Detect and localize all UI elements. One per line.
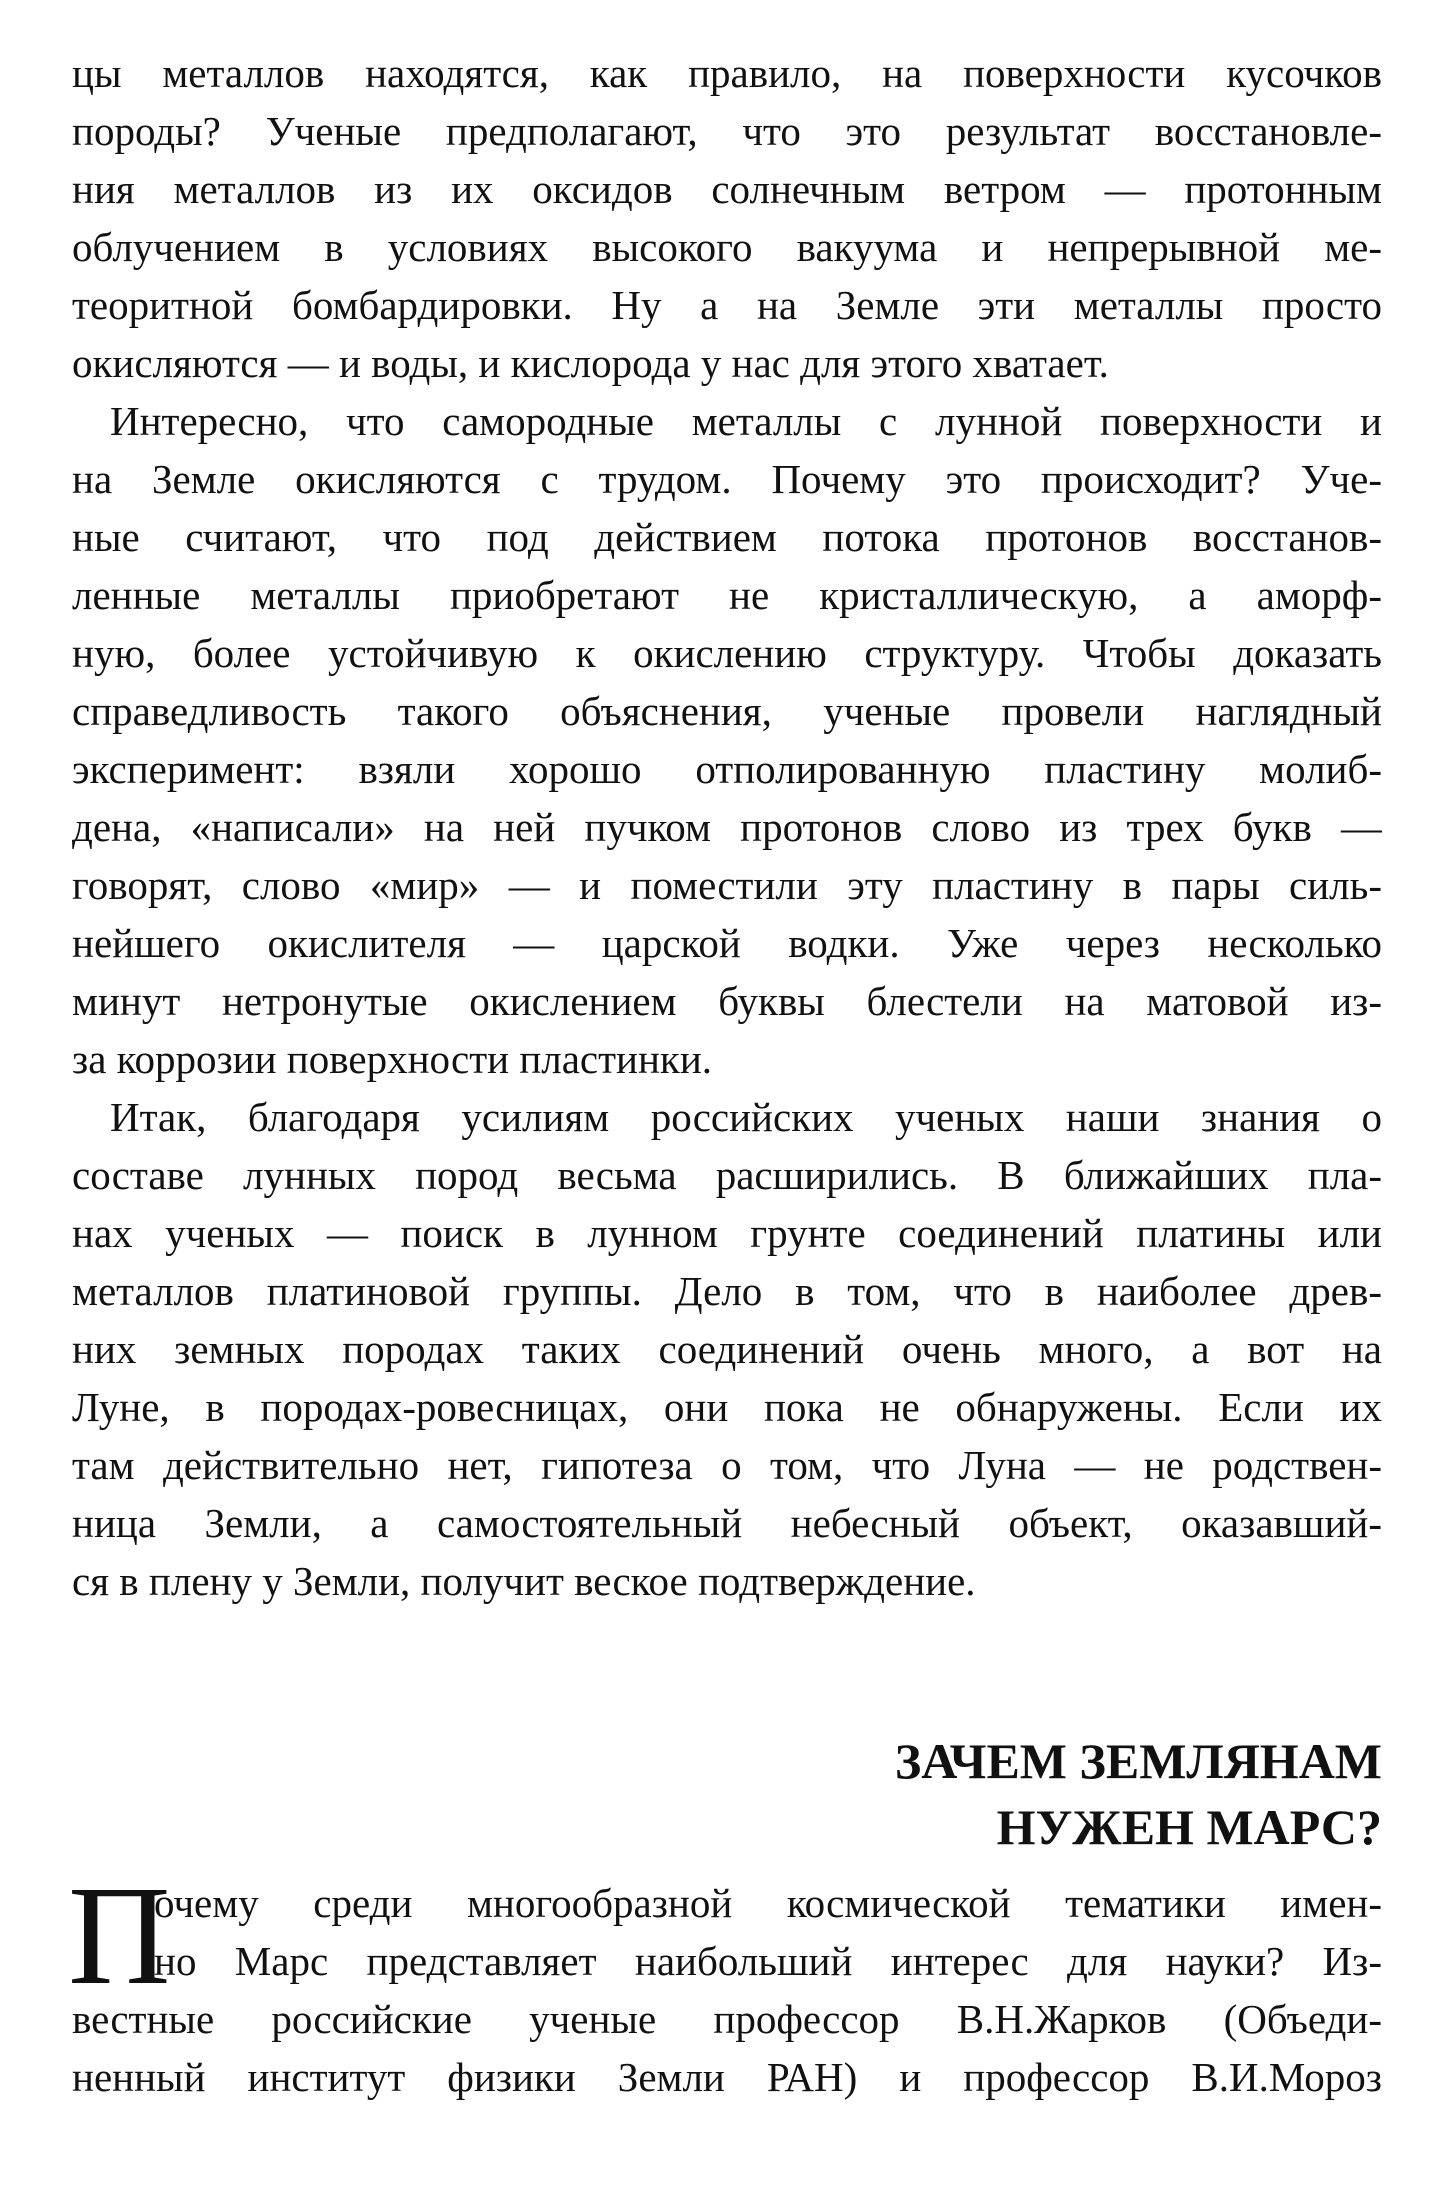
text-line: ные считают, что под действием потока протонов восстанов- xyxy=(72,514,1382,560)
text-line: справедливость такого объяснения, ученые провели наглядный xyxy=(72,688,1382,734)
heading-line: НУЖЕН МАРС? xyxy=(996,1799,1382,1855)
text-line: Интересно, что самородные металлы с лунной поверхности и xyxy=(110,398,1382,444)
text-line: породы? Ученые предполагают, что это результат восстановле- xyxy=(72,108,1382,154)
paragraph-2 xyxy=(72,392,1382,1088)
text-line: за коррозии поверхности пластинки. xyxy=(72,1036,713,1082)
text-line: очему среди многообразной космической тематики имен- xyxy=(154,1880,1382,1926)
text-line: них земных породах таких соединений очень много, а вот на xyxy=(72,1326,1382,1372)
drop-cap: П xyxy=(68,1856,171,2014)
text-line: но Марс представляет наибольший интерес для науки? Из- xyxy=(154,1938,1382,1984)
text-line: теоритной бомбардировки. Ну а на Земле эти металлы просто xyxy=(72,282,1382,328)
text-line: минут нетронутые окислением буквы блестели на матовой из- xyxy=(72,978,1382,1024)
text-line: на Земле окисляются с трудом. Почему это происходит? Уче- xyxy=(72,456,1382,502)
text-line: ную, более устойчивую к окислению структуру. Чтобы доказать xyxy=(72,630,1382,676)
heading-line: ЗАЧЕМ ЗЕМЛЯНАМ xyxy=(894,1733,1382,1789)
text-line: там действительно нет, гипотеза о том, что Луна — не родствен- xyxy=(72,1442,1382,1488)
text-line: говорят, слово «мир» — и поместили эту пластину в пары силь- xyxy=(72,862,1382,908)
section-heading xyxy=(72,1728,1382,1860)
text-line: дена, «написали» на ней пучком протонов слово из трех букв — xyxy=(72,804,1382,850)
page xyxy=(68,44,1382,2106)
text-line: облучением в условиях высокого вакуума и непрерывной ме- xyxy=(72,224,1382,270)
text-line: Итак, благодаря усилиям российских ученых наши знания о xyxy=(110,1094,1382,1140)
text-line: цы металлов находятся, как правило, на поверхности кусочков xyxy=(72,50,1382,96)
paragraph-3 xyxy=(72,1088,1382,1610)
paragraph-1 xyxy=(72,44,1382,392)
text-line: нах ученых — поиск в лунном грунте соединений платины или xyxy=(72,1210,1382,1256)
paragraph-4 xyxy=(68,1856,1382,2106)
text-line: вестные российские ученые профессор В.Н.Жарков (Объеди- xyxy=(72,1996,1382,2042)
text-line: окисляются — и воды, и кислорода у нас для этого хватает. xyxy=(72,340,1109,386)
text-line: составе лунных пород весьма расширились. В ближайших пла- xyxy=(72,1152,1382,1198)
text-line: ленные металлы приобретают не кристаллическую, а аморф- xyxy=(72,572,1382,618)
text-line: ния металлов из их оксидов солнечным ветром — протонным xyxy=(72,166,1382,212)
text-line: эксперимент: взяли хорошо отполированную пластину молиб- xyxy=(72,746,1382,792)
text-line: ся в плену у Земли, получит веское подтверждение. xyxy=(72,1558,976,1604)
text-line: нейшего окислителя — царской водки. Уже через несколько xyxy=(72,920,1382,966)
text-line: металлов платиновой группы. Дело в том, что в наиболее древ- xyxy=(72,1268,1382,1314)
text-line: ненный институт физики Земли РАН) и профессор В.И.Мороз xyxy=(72,2054,1382,2100)
text-line: ница Земли, а самостоятельный небесный объект, оказавший- xyxy=(72,1500,1382,1546)
text-line: Луне, в породах-ровесницах, они пока не обнаружены. Если их xyxy=(72,1384,1382,1430)
